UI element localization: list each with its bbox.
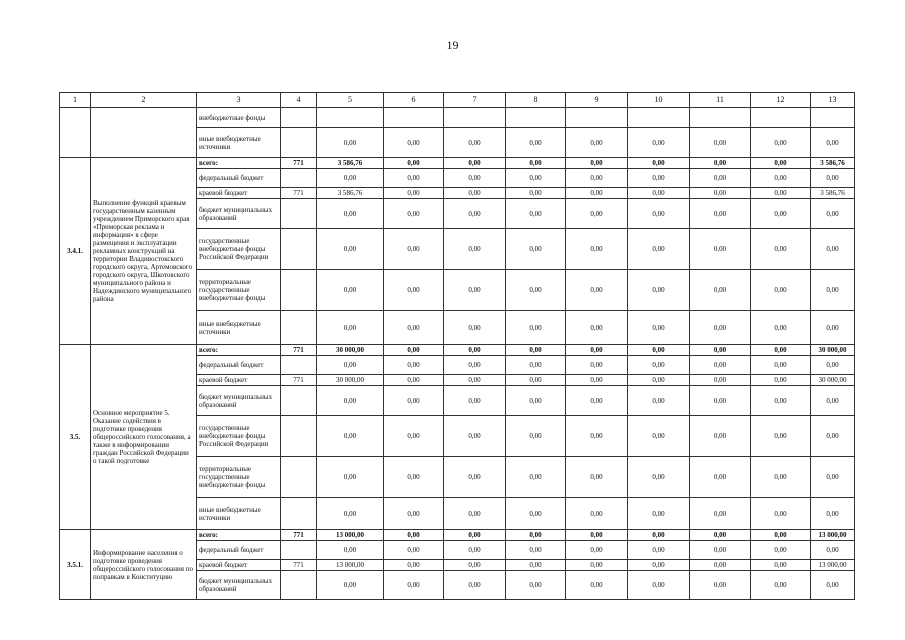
amount-cell: 0,00 [751,560,811,571]
amount-cell: 0,00 [628,541,690,560]
funding-source: иные внебюджетные источники [197,498,281,530]
amount-cell: 0,00 [690,541,751,560]
amount-cell: 0,00 [317,416,384,457]
admin-code [281,229,317,270]
item-name: Выполнение функций краевым государственным казенным учреждением Приморского края «Приморская реклама и информация» в сфере размещения и эксплуатации рекламных конструкций на территории Владивостокского городского округа, Артемовского городского округа, Шкотовского муниципального района и Надеждинского муниципального района [91,158,197,345]
amount-cell: 0,00 [384,541,444,560]
amount-cell: 0,00 [751,386,811,416]
funding-source: иные внебюджетные источники [197,128,281,158]
amount-cell: 0,00 [506,416,566,457]
amount-cell: 0,00 [444,188,506,199]
amount-cell: 0,00 [628,375,690,386]
table-body [60,108,855,600]
amount-cell: 30 000,00 [317,375,384,386]
admin-code [281,270,317,311]
amount-cell: 0,00 [751,128,811,158]
amount-cell: 0,00 [811,311,855,345]
amount-cell: 0,00 [566,498,628,530]
amount-cell: 0,00 [317,356,384,375]
amount-cell: 0,00 [690,530,751,541]
budget-table [59,92,855,600]
amount-cell: 0,00 [384,386,444,416]
amount-cell: 0,00 [751,311,811,345]
amount-cell: 0,00 [690,498,751,530]
amount-cell: 0,00 [628,311,690,345]
item-name: Основное мероприятие 5. Оказание содействия в подготовке проведения общероссийского голосования, а также в информировании граждан Российской Федерации о такой подготовке [91,345,197,530]
amount-cell: 0,00 [690,169,751,188]
funding-source: территориальные государственные внебюджетные фонды [197,457,281,498]
admin-code [281,128,317,158]
amount-cell: 0,00 [751,530,811,541]
amount-cell: 0,00 [506,498,566,530]
amount-cell: 0,00 [751,375,811,386]
amount-cell: 0,00 [317,169,384,188]
amount-cell: 0,00 [628,386,690,416]
funding-source: федеральный бюджет [197,169,281,188]
amount-cell: 13 000,00 [811,530,855,541]
column-number-row [60,93,855,108]
amount-cell: 0,00 [317,498,384,530]
funding-source: внебюджетные фонды [197,108,281,128]
admin-code: 771 [281,188,317,199]
amount-cell: 0,00 [317,270,384,311]
admin-code: 771 [281,158,317,169]
funding-source: федеральный бюджет [197,541,281,560]
col-header: 13 [811,93,855,108]
amount-cell: 3 586,76 [317,158,384,169]
amount-cell: 0,00 [690,386,751,416]
amount-cell: 0,00 [444,571,506,600]
amount-cell: 0,00 [444,345,506,356]
amount-cell: 0,00 [317,199,384,229]
amount-cell: 13 000,00 [317,530,384,541]
amount-cell: 0,00 [444,169,506,188]
amount-cell: 0,00 [690,311,751,345]
amount-cell: 0,00 [566,169,628,188]
amount-cell: 0,00 [566,270,628,311]
col-header: 8 [506,93,566,108]
funding-source: государственные внебюджетные фонды Российской Федерации [197,416,281,457]
amount-cell: 0,00 [566,229,628,270]
amount-cell: 0,00 [444,158,506,169]
amount-cell: 0,00 [751,457,811,498]
amount-cell: 0,00 [506,229,566,270]
col-header: 1 [60,93,91,108]
amount-cell: 0,00 [444,311,506,345]
amount-cell: 0,00 [384,416,444,457]
col-header: 2 [91,93,197,108]
amount-cell: 0,00 [384,158,444,169]
amount-cell: 0,00 [628,416,690,457]
amount-cell: 0,00 [811,416,855,457]
amount-cell: 0,00 [444,128,506,158]
amount-cell: 0,00 [566,356,628,375]
amount-cell: 0,00 [444,560,506,571]
amount-cell: 0,00 [384,128,444,158]
amount-cell: 13 000,00 [317,560,384,571]
amount-cell: 0,00 [384,356,444,375]
admin-code [281,541,317,560]
amount-cell: 0,00 [566,541,628,560]
amount-cell: 0,00 [317,386,384,416]
amount-cell: 0,00 [566,416,628,457]
col-header: 3 [197,93,281,108]
amount-cell: 0,00 [506,457,566,498]
col-header: 6 [384,93,444,108]
amount-cell [628,108,690,128]
page-number: 19 [446,38,459,52]
amount-cell: 0,00 [506,530,566,541]
amount-cell: 0,00 [628,498,690,530]
amount-cell: 0,00 [690,457,751,498]
amount-cell: 0,00 [444,498,506,530]
amount-cell: 0,00 [317,571,384,600]
amount-cell: 0,00 [628,457,690,498]
amount-cell: 0,00 [690,158,751,169]
amount-cell: 0,00 [444,416,506,457]
amount-cell: 3 586,76 [811,158,855,169]
admin-code [281,199,317,229]
amount-cell: 0,00 [751,345,811,356]
amount-cell: 0,00 [566,530,628,541]
col-header: 12 [751,93,811,108]
amount-cell: 0,00 [506,356,566,375]
amount-cell: 0,00 [384,498,444,530]
funding-source: федеральный бюджет [197,356,281,375]
amount-cell: 0,00 [384,270,444,311]
amount-cell [751,108,811,128]
amount-cell: 0,00 [317,229,384,270]
amount-cell: 0,00 [506,345,566,356]
amount-cell: 30 000,00 [811,345,855,356]
funding-source: бюджет муниципальных образований [197,199,281,229]
amount-cell: 0,00 [628,128,690,158]
amount-cell: 0,00 [751,356,811,375]
amount-cell: 0,00 [566,345,628,356]
amount-cell: 0,00 [566,188,628,199]
amount-cell: 0,00 [384,530,444,541]
amount-cell: 0,00 [628,158,690,169]
amount-cell: 0,00 [751,158,811,169]
amount-cell: 0,00 [811,270,855,311]
amount-cell: 0,00 [444,541,506,560]
amount-cell: 0,00 [811,541,855,560]
admin-code [281,386,317,416]
amount-cell: 0,00 [566,386,628,416]
funding-source: бюджет муниципальных образований [197,571,281,600]
admin-code: 771 [281,345,317,356]
admin-code [281,457,317,498]
col-header: 9 [566,93,628,108]
funding-source: краевой бюджет [197,188,281,199]
funding-source: всего: [197,158,281,169]
amount-cell: 0,00 [444,375,506,386]
funding-source: бюджет муниципальных образований [197,386,281,416]
amount-cell: 13 000,00 [811,560,855,571]
amount-cell: 0,00 [384,199,444,229]
amount-cell [690,108,751,128]
item-code [60,108,91,158]
amount-cell: 0,00 [811,169,855,188]
item-code: 3.5. [60,345,91,530]
amount-cell: 0,00 [444,457,506,498]
admin-code: 771 [281,560,317,571]
amount-cell: 0,00 [317,457,384,498]
admin-code [281,416,317,457]
amount-cell: 0,00 [751,541,811,560]
admin-code: 771 [281,375,317,386]
amount-cell [811,108,855,128]
amount-cell: 0,00 [628,229,690,270]
amount-cell: 0,00 [384,345,444,356]
amount-cell: 0,00 [628,345,690,356]
amount-cell: 0,00 [690,229,751,270]
amount-cell: 0,00 [811,457,855,498]
table-row [60,345,855,356]
amount-cell: 0,00 [506,158,566,169]
amount-cell: 0,00 [628,270,690,311]
amount-cell: 0,00 [444,356,506,375]
amount-cell: 0,00 [690,128,751,158]
amount-cell: 0,00 [690,345,751,356]
admin-code [281,311,317,345]
amount-cell: 0,00 [811,199,855,229]
amount-cell: 30 000,00 [317,345,384,356]
amount-cell: 0,00 [506,311,566,345]
item-code: 3.4.1. [60,158,91,345]
table-row [60,108,855,128]
amount-cell: 0,00 [811,128,855,158]
amount-cell: 0,00 [751,229,811,270]
amount-cell: 0,00 [690,199,751,229]
amount-cell: 0,00 [506,375,566,386]
item-name: Информирование населения о подготовке проведения общероссийского голосования по поправкам в Конституцию [91,530,197,600]
amount-cell: 0,00 [444,229,506,270]
amount-cell: 0,00 [690,375,751,386]
amount-cell: 0,00 [690,560,751,571]
amount-cell: 0,00 [384,229,444,270]
col-header: 11 [690,93,751,108]
amount-cell: 0,00 [628,560,690,571]
amount-cell: 0,00 [751,169,811,188]
amount-cell [506,108,566,128]
amount-cell: 0,00 [566,457,628,498]
amount-cell: 0,00 [506,270,566,311]
amount-cell: 0,00 [751,416,811,457]
item-code: 3.5.1. [60,530,91,600]
funding-source: иные внебюджетные источники [197,311,281,345]
admin-code [281,169,317,188]
amount-cell: 0,00 [566,560,628,571]
admin-code [281,356,317,375]
amount-cell: 0,00 [751,498,811,530]
amount-cell: 0,00 [384,311,444,345]
amount-cell: 0,00 [384,571,444,600]
amount-cell: 0,00 [506,199,566,229]
amount-cell: 0,00 [506,128,566,158]
amount-cell: 0,00 [506,188,566,199]
amount-cell: 0,00 [566,128,628,158]
amount-cell: 0,00 [751,188,811,199]
amount-cell: 0,00 [690,270,751,311]
funding-source: краевой бюджет [197,375,281,386]
amount-cell: 0,00 [811,571,855,600]
amount-cell: 3 586,76 [811,188,855,199]
amount-cell: 0,00 [751,199,811,229]
admin-code [281,498,317,530]
amount-cell: 0,00 [811,386,855,416]
amount-cell: 0,00 [628,188,690,199]
amount-cell: 0,00 [690,416,751,457]
amount-cell: 0,00 [444,199,506,229]
funding-source: государственные внебюджетные фонды Российской Федерации [197,229,281,270]
item-name [91,108,197,158]
amount-cell: 3 586,76 [317,188,384,199]
amount-cell: 0,00 [317,541,384,560]
col-header: 5 [317,93,384,108]
amount-cell: 0,00 [384,188,444,199]
amount-cell: 0,00 [811,229,855,270]
amount-cell [384,108,444,128]
amount-cell: 0,00 [317,128,384,158]
amount-cell: 0,00 [628,571,690,600]
amount-cell: 0,00 [811,498,855,530]
col-header: 10 [628,93,690,108]
amount-cell: 0,00 [384,560,444,571]
amount-cell [317,108,384,128]
amount-cell: 0,00 [506,169,566,188]
amount-cell: 0,00 [506,571,566,600]
amount-cell: 0,00 [444,270,506,311]
amount-cell [566,108,628,128]
col-header: 7 [444,93,506,108]
funding-source: всего: [197,345,281,356]
amount-cell [444,108,506,128]
funding-source: всего: [197,530,281,541]
amount-cell: 0,00 [628,530,690,541]
table-row [60,530,855,541]
amount-cell: 0,00 [751,270,811,311]
amount-cell: 0,00 [566,158,628,169]
amount-cell: 0,00 [506,560,566,571]
amount-cell: 0,00 [690,188,751,199]
funding-source: территориальные государственные внебюджетные фонды [197,270,281,311]
table-row [60,158,855,169]
amount-cell: 0,00 [628,199,690,229]
amount-cell: 0,00 [566,375,628,386]
col-header: 4 [281,93,317,108]
amount-cell: 0,00 [506,386,566,416]
amount-cell: 0,00 [444,386,506,416]
amount-cell: 0,00 [384,169,444,188]
admin-code [281,108,317,128]
amount-cell: 30 000,00 [811,375,855,386]
amount-cell: 0,00 [628,356,690,375]
amount-cell: 0,00 [384,375,444,386]
amount-cell: 0,00 [317,311,384,345]
admin-code: 771 [281,530,317,541]
admin-code [281,571,317,600]
amount-cell: 0,00 [444,530,506,541]
funding-source: краевой бюджет [197,560,281,571]
amount-cell: 0,00 [566,571,628,600]
amount-cell: 0,00 [690,571,751,600]
amount-cell: 0,00 [811,356,855,375]
amount-cell: 0,00 [690,356,751,375]
amount-cell: 0,00 [566,199,628,229]
amount-cell: 0,00 [751,571,811,600]
amount-cell: 0,00 [628,169,690,188]
amount-cell: 0,00 [566,311,628,345]
amount-cell: 0,00 [506,541,566,560]
amount-cell: 0,00 [384,457,444,498]
